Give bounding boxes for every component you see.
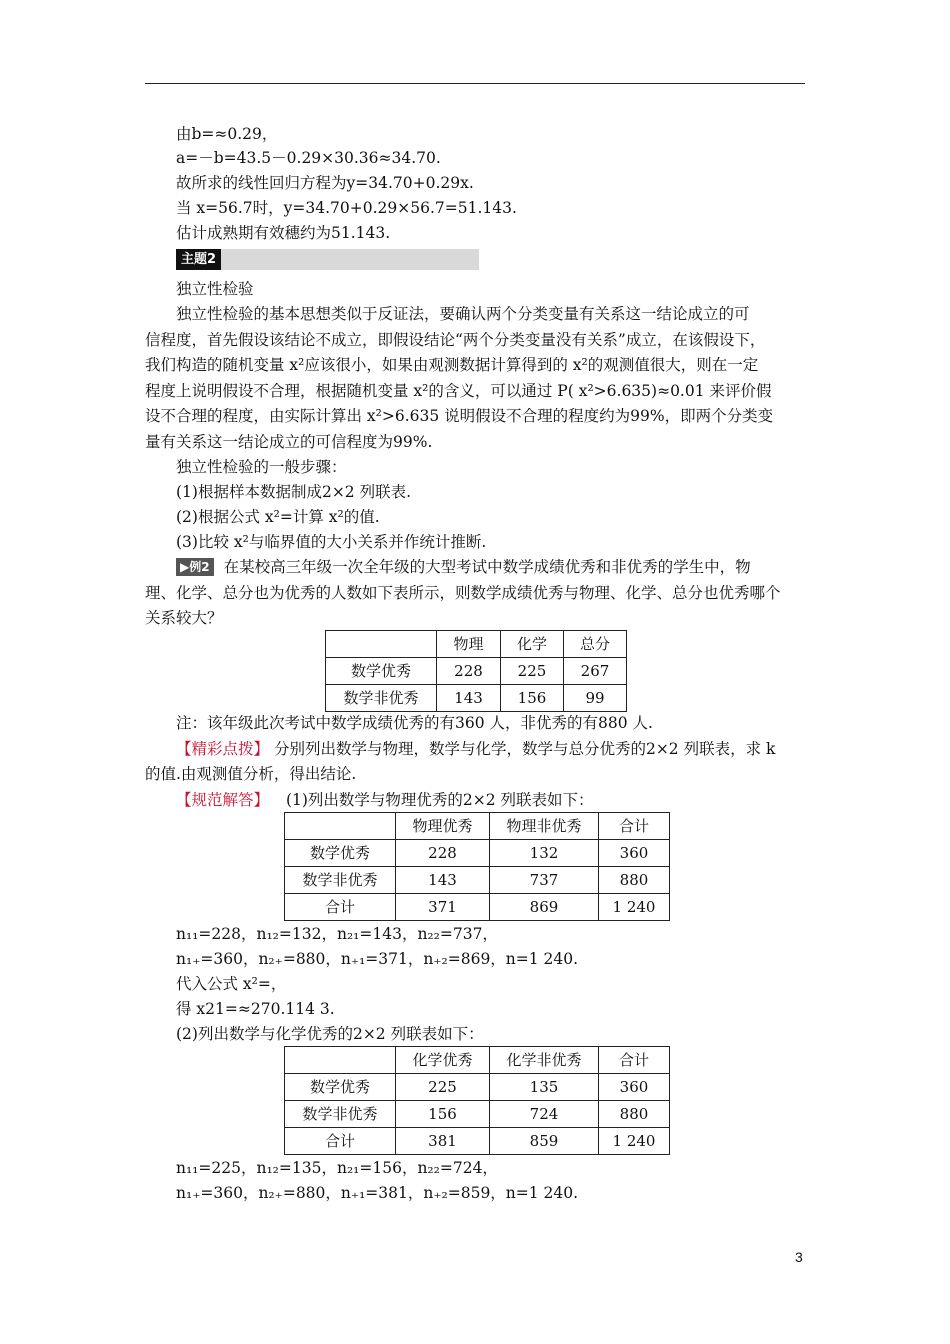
solution-label: 【规范解答】: [176, 791, 270, 809]
tip-line: 的值.由观测值分析，得出结论.: [145, 765, 357, 783]
score-table: [325, 630, 627, 712]
table-cell: 1 240: [599, 1128, 670, 1155]
table-cell: 228: [396, 840, 490, 867]
table-cell: 156: [501, 685, 564, 712]
example-line: 关系较大？: [145, 609, 223, 627]
step-item: (2)根据公式 x²=计算 x²的值.: [176, 508, 380, 526]
formula-line: n₁₊=360，n₂₊=880，n₊₁=381，n₊₂=859，n=1 240.: [176, 1184, 579, 1202]
table-cell: 总分: [564, 631, 627, 658]
formula-line: n₁₁=228，n₁₂=132，n₂₁=143，n₂₂=737，: [176, 925, 498, 943]
step-item: (1)根据样本数据制成2×2 列联表.: [176, 483, 412, 501]
table-row: [285, 813, 670, 840]
table-cell: 225: [501, 658, 564, 685]
table-row: [326, 685, 627, 712]
table-cell: 267: [564, 658, 627, 685]
table-cell: 数学优秀: [285, 1074, 396, 1101]
table-cell: [285, 813, 396, 840]
page-number: 3: [795, 1249, 803, 1265]
table-cell: 99: [564, 685, 627, 712]
topic-banner: [176, 249, 479, 270]
section-heading: 独立性检验: [176, 280, 254, 298]
formula-line: 代入公式 x²=，: [176, 975, 287, 993]
table-cell: 化学非优秀: [490, 1047, 599, 1074]
table-cell: 合计: [285, 1128, 396, 1155]
table-cell: 数学非优秀: [326, 685, 437, 712]
example-tag: ▶例2: [176, 558, 214, 576]
table-row: [285, 1047, 670, 1074]
table-cell: 143: [396, 867, 490, 894]
table-cell: 156: [396, 1101, 490, 1128]
steps-title: 独立性检验的一般步骤：: [176, 458, 347, 476]
table-cell: 360: [599, 1074, 670, 1101]
step-item: (3)比较 x²与临界值的大小关系并作统计推断.: [176, 533, 487, 551]
table-cell: 225: [396, 1074, 490, 1101]
table-cell: 859: [490, 1128, 599, 1155]
example-text: 在某校高三年级一次全年级的大型考试中数学成绩优秀和非优秀的学生中，物: [223, 558, 751, 576]
tip-text: 分别列出数学与物理，数学与化学，数学与总分优秀的2×2 列联表，求 k: [273, 740, 776, 758]
solution-line: (2)列出数学与化学优秀的2×2 列联表如下：: [176, 1025, 484, 1043]
table-cell: 物理非优秀: [490, 813, 599, 840]
tip-line: [176, 739, 775, 759]
solution-text: (1)列出数学与物理优秀的2×2 列联表如下：: [285, 791, 594, 809]
example-line: 理、化学、总分也为优秀的人数如下表所示，则数学成绩优秀与物理、化学、总分也优秀哪个: [145, 584, 781, 602]
formula-line: 得 x21=≈270.114 3.: [176, 1000, 335, 1018]
chemistry-contingency-table: [284, 1046, 670, 1155]
table-cell: 737: [490, 867, 599, 894]
example-line: [176, 557, 751, 577]
paragraph-line: 量有关系这一结论成立的可信程度为99%.: [145, 433, 433, 451]
table-cell: 228: [437, 658, 501, 685]
text-line: 故所求的线性回归方程为y=34.70+0.29x.: [176, 174, 474, 192]
table-cell: 合计: [285, 894, 396, 921]
table-cell: 132: [490, 840, 599, 867]
table-row: [285, 840, 670, 867]
text-line: 估计成熟期有效穗约为51.143.: [176, 224, 391, 242]
header-rule: [145, 83, 805, 84]
paragraph-line: 信程度，首先假设该结论不成立，即假设结论“两个分类变量没有关系”成立，在该假设下，: [145, 331, 766, 349]
table-cell: 880: [599, 867, 670, 894]
table-cell: 869: [490, 894, 599, 921]
table-cell: [285, 1047, 396, 1074]
table-cell: 数学优秀: [326, 658, 437, 685]
table-cell: 880: [599, 1101, 670, 1128]
physics-contingency-table: [284, 812, 670, 921]
topic-tag: 主题2: [176, 249, 221, 270]
table-cell: 合计: [599, 813, 670, 840]
paragraph-line: 独立性检验的基本思想类似于反证法，要确认两个分类变量有关系这一结论成立的可: [176, 305, 750, 323]
table-row: [285, 1074, 670, 1101]
table-cell: 724: [490, 1101, 599, 1128]
formula-line: n₁₁=225，n₁₂=135，n₂₁=156，n₂₂=724，: [176, 1159, 498, 1177]
table-row: [326, 658, 627, 685]
table-row: [285, 867, 670, 894]
text-line: a=－b=43.5－0.29×30.36≈34.70.: [176, 149, 441, 167]
table-cell: 物理: [437, 631, 501, 658]
table-cell: 数学非优秀: [285, 1101, 396, 1128]
table-row: [285, 1128, 670, 1155]
text-line: 由b=≈0.29，: [176, 125, 278, 143]
table-cell: 360: [599, 840, 670, 867]
table-cell: 数学优秀: [285, 840, 396, 867]
table-cell: 371: [396, 894, 490, 921]
text-line: 当 x=56.7时，y=34.70+0.29×56.7=51.143.: [176, 199, 517, 217]
paragraph-line: 设不合理的程度，由实际计算出 x²>6.635 说明假设不合理的程度约为99%，即两个分类变: [145, 407, 774, 425]
table-row: [285, 894, 670, 921]
formula-line: n₁₊=360，n₂₊=880，n₊₁=371，n₊₂=869，n=1 240.: [176, 950, 579, 968]
table-cell: 化学优秀: [396, 1047, 490, 1074]
table-cell: 化学: [501, 631, 564, 658]
tip-label: 【精彩点拨】: [176, 740, 270, 758]
solution-line: [176, 790, 594, 810]
table-cell: 135: [490, 1074, 599, 1101]
table-cell: 合计: [599, 1047, 670, 1074]
table-row: [326, 631, 627, 658]
table-cell: 143: [437, 685, 501, 712]
table-cell: 物理优秀: [396, 813, 490, 840]
note-line: 注：该年级此次考试中数学成绩优秀的有360 人，非优秀的有880 人.: [176, 714, 653, 732]
table-cell: 1 240: [599, 894, 670, 921]
table-cell: 381: [396, 1128, 490, 1155]
table-cell: [326, 631, 437, 658]
paragraph-line: 我们构造的随机变量 x²应该很小，如果由观测数据计算得到的 x²的观测值很大，则在一定: [145, 356, 759, 374]
table-row: [285, 1101, 670, 1128]
table-cell: 数学非优秀: [285, 867, 396, 894]
paragraph-line: 程度上说明假设不合理，根据随机变量 x²的含义，可以通过 P( x²>6.635)≈0.01 来评价假: [145, 382, 772, 400]
